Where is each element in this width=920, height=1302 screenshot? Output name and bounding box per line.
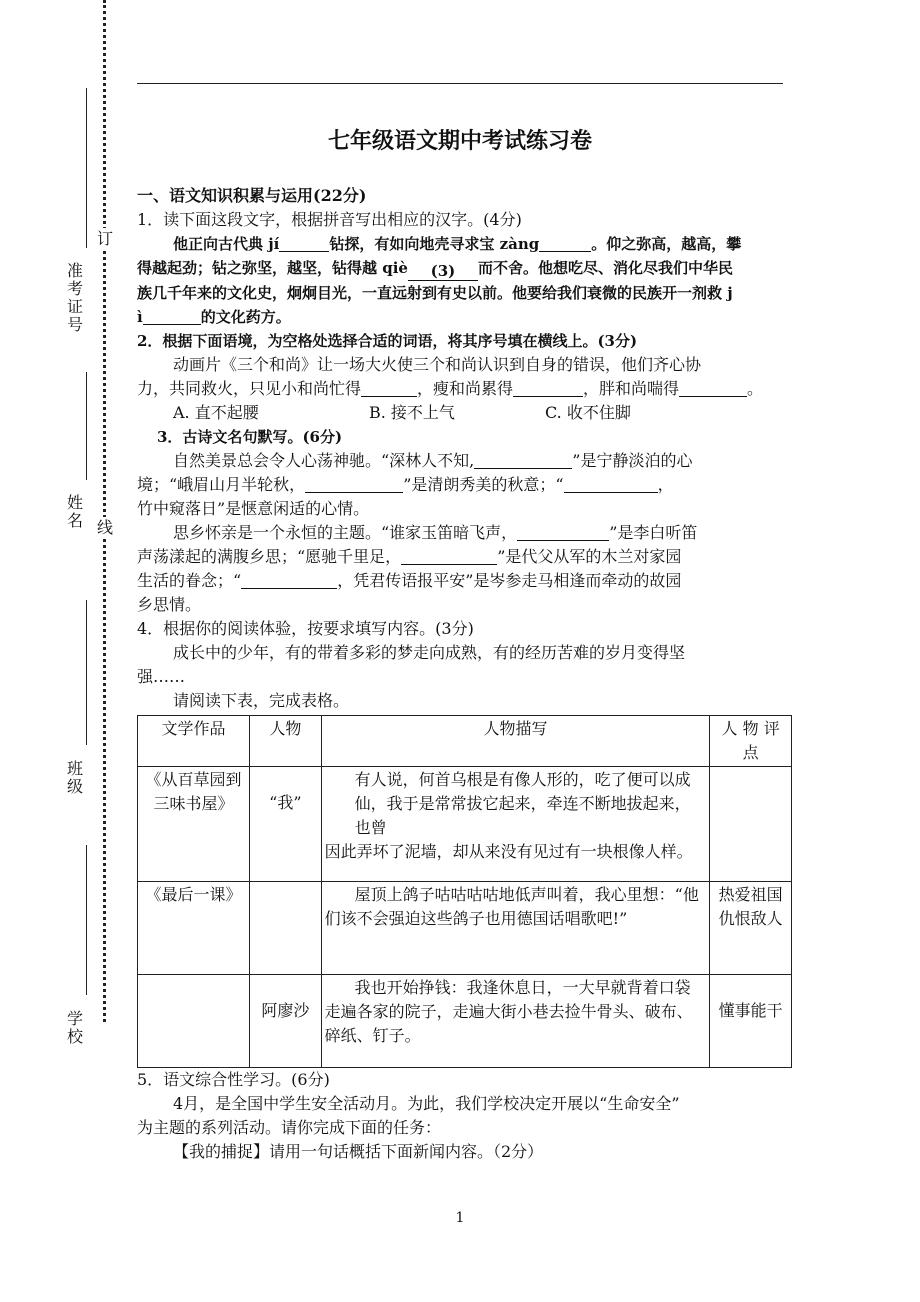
class-label: 班 级 <box>66 759 83 796</box>
binding-margin <box>0 0 130 1302</box>
q3-line6: 生活的眷念；“ ，凭君传语报平安”是岑参走马相逢而牵动的故园 <box>137 571 682 590</box>
table-header: 人 物 评 点 <box>710 716 792 767</box>
table-cell-comment: 懂事能干 <box>710 975 792 1068</box>
table-cell-person[interactable]: “我” <box>250 767 322 882</box>
blank[interactable] <box>679 379 747 397</box>
q5-stem: 5．语文综合性学习。(6分) <box>137 1070 330 1089</box>
q3-line7: 乡思情。 <box>137 595 202 614</box>
q3-line5: 声荡漾起的满腹乡思；“愿驰千里足， ”是代父从军的木兰对家园 <box>137 547 682 566</box>
blank[interactable] <box>361 379 417 397</box>
exam-title: 七年级语文期中考试练习卷 <box>327 128 592 154</box>
option-c[interactable]: C. 收不住脚 <box>545 403 631 422</box>
ding-mark: 订 <box>96 229 113 248</box>
q2-line2: 力，共同救火，只见小和尚忙得 ，瘦和尚累得 ，胖和尚喘得 。 <box>137 379 764 398</box>
table-row <box>138 767 792 882</box>
school-line[interactable] <box>86 845 87 995</box>
q1-line2: 得越起劲；钻之弥坚，越坚，钻得越 qiè (3) 而不舍。他想吃尽、消化尽我们中华民 <box>137 259 733 280</box>
table-header-row <box>138 716 792 767</box>
section-heading: 一、语文知识积累与运用(22分) <box>137 186 367 205</box>
table-header: 人物 <box>250 716 322 767</box>
table-header: 文学作品 <box>138 716 250 767</box>
q1-line4: ì 的文化药方。 <box>137 308 291 326</box>
table-header: 人物描写 <box>321 716 710 767</box>
exam-id-line[interactable] <box>86 88 87 248</box>
blank[interactable] <box>564 475 658 493</box>
q5-line3: 【我的捕捉】请用一句话概括下面新闻内容。（2分） <box>173 1142 544 1161</box>
table-cell-desc: 我也开始挣钱：我逢休息日，一大早就背着口袋 走遍各家的院子，走遍大街小巷去捡牛骨头、破布、碎纸、钉子。 <box>321 975 710 1068</box>
q3-line4: 思乡怀亲是一个永恒的主题。“谁家玉笛暗飞声， ”是李白听笛 <box>173 523 698 542</box>
binding-dotted-line <box>103 0 106 1022</box>
name-line[interactable] <box>86 372 87 480</box>
table-cell-person: 阿廖沙 <box>250 975 322 1068</box>
exam-content <box>137 184 849 1164</box>
blank[interactable] <box>305 475 403 493</box>
name-label: 姓 名 <box>66 493 83 530</box>
q1-stem: 1．读下面这段文字，根据拼音写出相应的汉字。(4分) <box>137 210 522 229</box>
table-cell-person[interactable] <box>250 882 322 975</box>
page-number: 1 <box>455 1210 465 1226</box>
exam-id-label: 准考证号 <box>66 261 83 334</box>
table-cell-desc: 有人说，何首乌根是有像人形的，吃了便可以成仙，我于是常常拔它起来，牵连不断地拔起来，也曾 因此弄坏了泥墙，却从来没有见过有一块根像人样。 <box>321 767 710 882</box>
table-row <box>138 975 792 1068</box>
blank[interactable] <box>539 234 591 252</box>
class-line[interactable] <box>86 600 87 745</box>
q3-line2: 境；“峨眉山月半轮秋， ”是清朗秀美的秋意；“ ， <box>137 475 674 494</box>
q5-line2: 为主题的系列活动。请你完成下面的任务： <box>137 1118 442 1137</box>
q1-line1: 他正向古代典 jí 钻探，有如向地壳寻求宝 zàng 。仰之弥高，越高，攀 <box>173 235 742 253</box>
q4-line2: 强…… <box>137 667 186 686</box>
q2-options <box>137 401 849 425</box>
blank[interactable] <box>517 523 609 541</box>
table-cell-comment: 热爱祖国仇恨敌人 <box>710 882 792 975</box>
q3-stem: 3．古诗文名句默写。(6分) <box>157 428 343 446</box>
blank[interactable] <box>474 451 572 469</box>
q4-line3: 请阅读下表，完成表格。 <box>173 691 350 710</box>
blank[interactable] <box>143 307 201 325</box>
table-cell-work[interactable] <box>138 975 250 1068</box>
table-cell-comment[interactable] <box>710 767 792 882</box>
option-a[interactable]: A. 直不起腰 <box>173 403 259 422</box>
q1-line3: 族几千年来的文化史，炯炯目光，一直远射到有史以前。他要给我们衰微的民族开一剂救 j <box>137 284 733 302</box>
q4-stem: 4．根据你的阅读体验，按要求填写内容。(3分) <box>137 619 474 638</box>
table-row <box>138 882 792 975</box>
xian-mark: 线 <box>96 518 113 537</box>
q2-stem: 2．根据下面语境，为空格处选择合适的词语，将其序号填在横线上。(3分) <box>137 332 638 350</box>
blank[interactable] <box>401 547 497 565</box>
blank[interactable]: (3) <box>408 263 478 281</box>
table-cell-work: 《最后一课》 <box>138 882 250 975</box>
q4-table <box>137 715 792 1068</box>
blank[interactable] <box>279 234 329 252</box>
table-cell-work: 《从百草园到三味书屋》 <box>138 767 250 882</box>
q3-line3: 竹中窥落日”是惬意闲适的心情。 <box>137 499 370 518</box>
q2-line1: 动画片《三个和尚》让一场大火使三个和尚认识到自身的错误，他们齐心协 <box>173 355 702 374</box>
blank[interactable] <box>241 571 337 589</box>
q3-line1: 自然美景总会令人心荡神驰。“深林人不知, ”是宁静淡泊的心 <box>173 451 693 470</box>
school-label: 学 校 <box>66 1009 83 1046</box>
q5-line1: 4月，是全国中学生安全活动月。为此，我们学校决定开展以“生命安全” <box>173 1094 680 1113</box>
table-cell-desc: 屋顶上鸽子咕咕咕咕地低声叫着，我心里想：“他 们该不会强迫这些鸽子也用德国话唱歌吧!” <box>321 882 710 975</box>
option-b[interactable]: B. 接不上气 <box>369 403 455 422</box>
q4-line1: 成长中的少年，有的带着多彩的梦走向成熟，有的经历苦难的岁月变得坚 <box>173 643 686 662</box>
blank[interactable] <box>513 379 583 397</box>
header-rule <box>137 83 783 84</box>
